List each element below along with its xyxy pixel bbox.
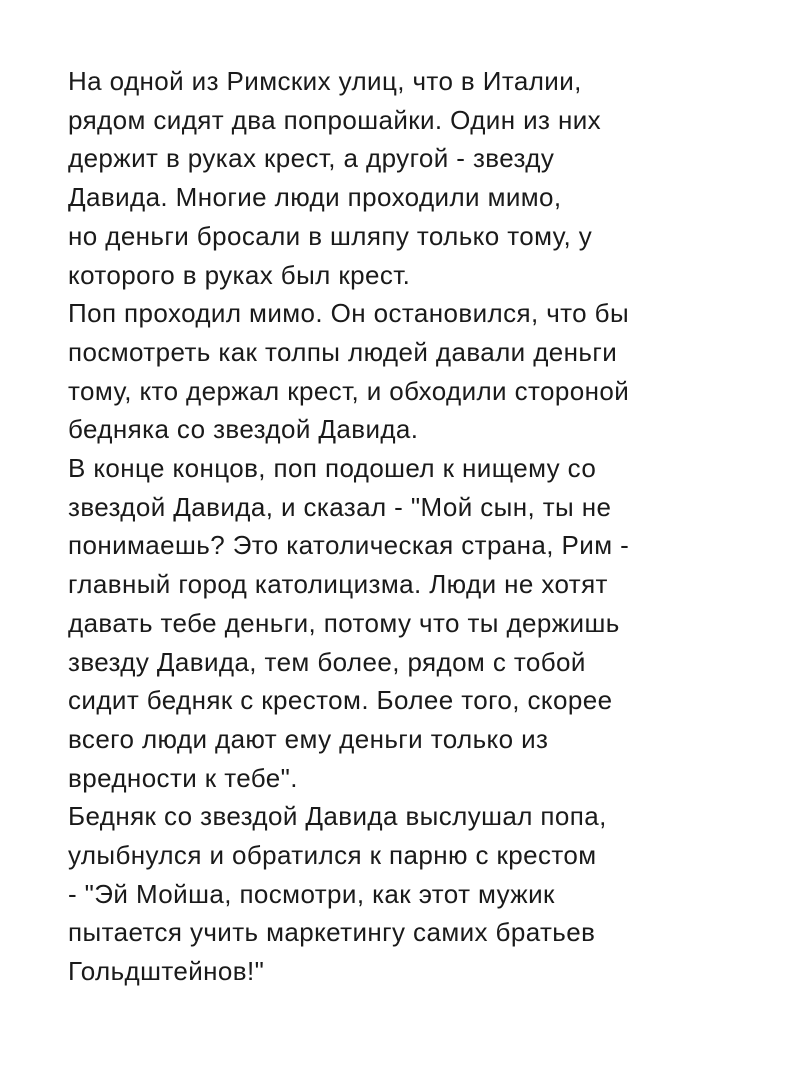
text-line: сидит бедняк с крестом. Более того, скорее: [68, 685, 613, 716]
text-line: Бедняк со звездой Давида выслушал попа,: [68, 801, 607, 832]
text-line: звезду Давида, тем более, рядом с тобой: [68, 646, 586, 677]
text-line: давать тебе деньги, потому что ты держишь: [68, 607, 620, 638]
text-line: Поп проходил мимо. Он остановился, что бы: [68, 298, 630, 329]
text-line: Гольдштейнов!": [68, 956, 265, 987]
text-line: На одной из Римских улиц, что в Италии,: [68, 66, 582, 96]
text-line: улыбнулся и обратился к парню с крестом: [68, 840, 597, 871]
text-line: В конце концов, поп подошел к нищему со: [68, 453, 597, 484]
text-line: но деньги бросали в шляпу только тому, у: [68, 220, 593, 251]
text-line: рядом сидят два попрошайки. Один из них: [68, 104, 602, 135]
text-line: бедняка со звездой Давида.: [68, 414, 419, 445]
story-text: [68, 62, 629, 991]
text-line: звездой Давида, и сказал - "Мой сын, ты не: [68, 491, 612, 522]
text-line: понимаешь? Это католическая страна, Рим -: [68, 530, 630, 561]
text-line: пытается учить маркетингу самих братьев: [68, 917, 596, 948]
text-line: - "Эй Мойша, посмотри, как этот мужик: [68, 878, 555, 909]
text-line: главный город католицизма. Люди не хотят: [68, 569, 608, 600]
text-line: Давида. Многие люди проходили мимо,: [68, 182, 562, 213]
text-line: всего люди дают ему деньги только из: [68, 723, 549, 754]
text-line: держит в руках крест, а другой - звезду: [68, 143, 555, 174]
text-line: тому, кто держал крест, и обходили стороной: [68, 375, 630, 406]
text-line: посмотреть как толпы людей давали деньги: [68, 336, 618, 367]
text-line: вредности к тебе".: [68, 762, 298, 793]
text-line: которого в руках был крест.: [68, 259, 411, 290]
